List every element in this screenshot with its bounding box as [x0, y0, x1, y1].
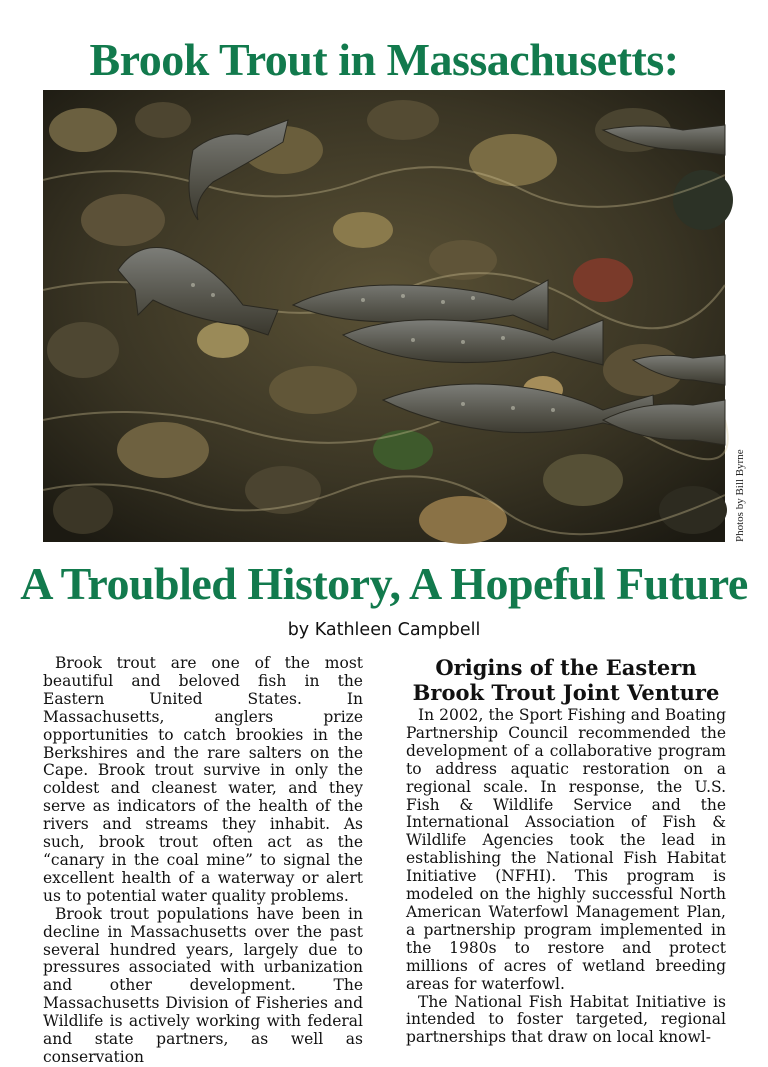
paragraph: Brook trout are one of the most beautiful and beloved fish in the Eastern United States. In Massachusetts, anglers prize opportunities to catch brookies in the Berkshires and the rare salters on the Cape. Brook trout survive in only the coldest and cleanest water, and they serve as indicators of the health of the rivers and streams they inhabit. As such, brook trout often act as the “canary in the coal mine” to signal the excellent health of a waterway or alert us to potential water quality problems.: [43, 654, 363, 905]
photo-credit: Photos by Bill Byrne: [734, 449, 746, 542]
right-column: [406, 655, 726, 1047]
paragraph: The National Fish Habitat Initiative is intended to foster targeted, regional partnerships that draw on local knowl-: [406, 992, 726, 1047]
brook-trout-photo: [43, 90, 725, 542]
paragraph: Brook trout populations have been in decline in Massachusetts over the past several hundred years, largely due to pressures associated with urbanization and other development. The Massachusetts Division of Fisheries and Wildlife is actively working with federal and state partners, as well as conservation: [43, 904, 363, 1066]
section-heading: Origins of the Eastern Brook Trout Joint Venture: [412, 655, 720, 705]
left-column: [43, 654, 363, 1066]
article-title: Brook Trout in Massachusetts:: [89, 34, 679, 85]
article-subtitle: A Troubled History, A Hopeful Future: [20, 558, 748, 609]
paragraph: In 2002, the Sport Fishing and Boating Partnership Council recommended the development of a collaborative program to address aquatic restoration on a regional scale. In response, the U.S. Fish & Wildlife Service and the International Association of Fish & Wildlife Agencies took the lead in establishing the National Fish Habitat Initiative (NFHI). This program is modeled on the highly successful North American Waterfowl Management Plan, a partnership program implemented in the 1980s to restore and protect millions of acres of wetland breeding areas for waterfowl.: [406, 706, 726, 993]
byline: by Kathleen Campbell: [287, 620, 481, 640]
